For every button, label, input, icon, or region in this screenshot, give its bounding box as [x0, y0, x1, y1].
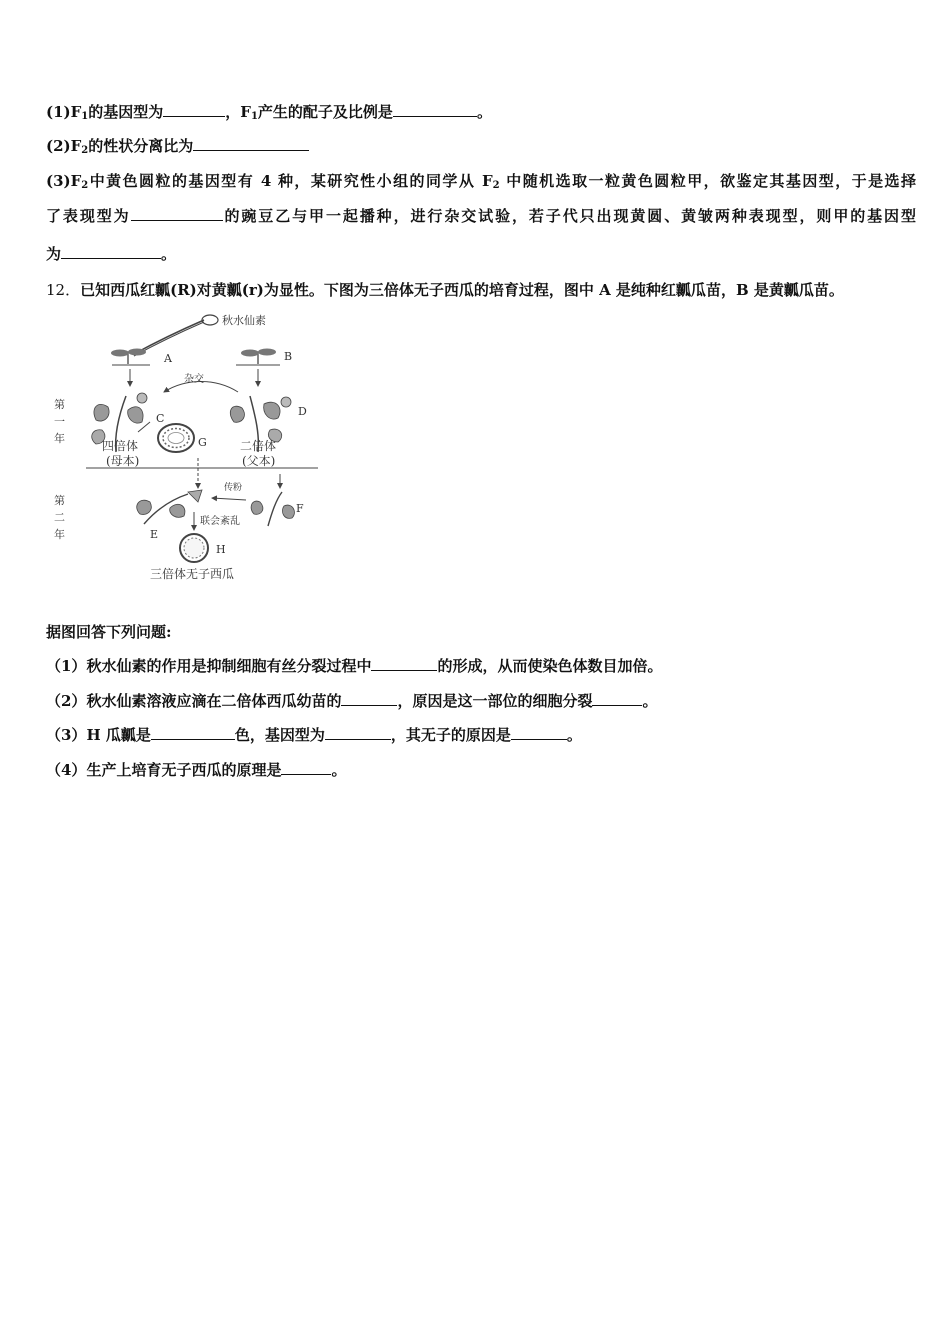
- watermelon-breeding-diagram: [46, 312, 336, 587]
- q12-sub1-text: 秋水仙素的作用是抑制细胞有丝分裂过程中: [86, 657, 372, 675]
- f2-symbol: F: [70, 137, 82, 155]
- sub-question-number: （2）: [46, 692, 87, 710]
- q11-part3-text: 中随机选取一粒黄色圆粒甲，欲鉴定其基因型，于是选择: [499, 172, 916, 190]
- watermelon-g-icon: [158, 424, 194, 452]
- sub-question-number: （1）: [46, 657, 87, 675]
- label-diploid: 二倍体: [240, 439, 277, 453]
- q11-part1-text: 的基因型为: [88, 103, 164, 121]
- q11-part2-prefix: (2): [46, 137, 71, 155]
- q11-part2-text: 的性状分离比为: [88, 137, 194, 155]
- watermelon-h-icon: [180, 534, 208, 562]
- q11-part3-text: 为: [46, 245, 62, 263]
- triploid-plant-e-icon: [137, 490, 202, 524]
- punctuation: 。: [331, 761, 347, 779]
- q11-part3-line1: [46, 171, 916, 191]
- answer-blank-h-genotype[interactable]: [325, 725, 391, 740]
- colchicine-dropper-icon: [134, 315, 218, 356]
- q11-part3-text: 的豌豆乙与甲一起播种，进行杂交试验，若子代只出现黄圆、黄皱两种表现型，则甲的基因型: [222, 207, 916, 225]
- label-h: H: [216, 543, 226, 556]
- punctuation: 。: [642, 692, 658, 710]
- f1-subscript: 1: [81, 111, 89, 122]
- label-tetraploid: 四倍体: [102, 439, 139, 453]
- label-year2-3: 年: [54, 528, 65, 541]
- q12-stem: [46, 280, 916, 300]
- f1-symbol: F: [240, 103, 251, 121]
- q12-sub1: [46, 656, 916, 676]
- label-b: B: [284, 350, 293, 363]
- f2-subscript: 2: [492, 180, 500, 191]
- q12-sub4-text: 生产上培育无子西瓜的原理是: [86, 761, 282, 779]
- label-year2-2: 二: [54, 511, 65, 524]
- q12-sub3-text: 色，基因型为: [234, 726, 325, 744]
- punctuation: ，: [225, 103, 241, 121]
- q11-part3-text: 中黄色圆粒的基因型有 4 种，某研究性小组的同学从: [88, 172, 482, 190]
- q12-sub2-text: 秋水仙素溶液应滴在二倍体西瓜幼苗的: [86, 692, 342, 710]
- answer-blank-color[interactable]: [151, 725, 235, 740]
- answer-blank-principle[interactable]: [281, 760, 331, 775]
- label-colchicine: 秋水仙素: [222, 314, 266, 327]
- q12-sub2: [46, 691, 916, 711]
- label-g: G: [198, 436, 207, 449]
- sub-question-number: （4）: [46, 761, 87, 779]
- label-triploid: 三倍体无子西瓜: [150, 567, 235, 581]
- label-year1-1: 第: [54, 398, 65, 411]
- pollination-arrow: [212, 498, 246, 500]
- f2-symbol: F: [70, 172, 82, 190]
- q11-part1: [46, 102, 916, 122]
- f1-symbol: F: [70, 103, 82, 121]
- answer-blank-phenotype[interactable]: [131, 206, 223, 221]
- answer-blank-f1-genotype[interactable]: [163, 102, 225, 117]
- sub-question-number: （3）: [46, 726, 87, 744]
- answer-blank-f1-gametes[interactable]: [393, 102, 477, 117]
- f2-subscript: 2: [81, 145, 89, 156]
- answer-blank-spindle[interactable]: [371, 656, 437, 671]
- label-f: F: [296, 502, 304, 515]
- answer-blank-site[interactable]: [341, 691, 397, 706]
- q11-part3-line2: [46, 206, 916, 226]
- q12-intro: 据图回答下列问题:: [46, 623, 172, 641]
- q11-part3-prefix: (3): [46, 172, 71, 190]
- label-year1-2: 一: [54, 415, 65, 428]
- q11-part3-line3: [46, 244, 916, 264]
- label-year1-3: 年: [54, 432, 65, 445]
- label-cross: 杂交: [184, 374, 204, 385]
- punctuation: 。: [566, 726, 582, 744]
- q11-part1-prefix: (1): [46, 103, 71, 121]
- question-number: 12．: [46, 281, 81, 299]
- q12-sub3-text: ，其无子的原因是: [390, 726, 511, 744]
- q12-sub1-text: 的形成，从而使染色体数目加倍。: [437, 657, 663, 675]
- diagram-svg: [46, 312, 336, 587]
- label-d: D: [298, 405, 307, 418]
- label-e: E: [150, 528, 159, 541]
- punctuation: 。: [161, 245, 177, 263]
- punctuation: 。: [476, 103, 492, 121]
- label-synapsis: 联会紊乱: [200, 516, 240, 527]
- q12-sub2-text: ，原因是这一部位的细胞分裂: [397, 692, 593, 710]
- answer-blank-genotype-jia[interactable]: [61, 244, 161, 259]
- q11-part3-text: 了表现型为: [46, 207, 131, 225]
- label-c: C: [156, 412, 165, 425]
- f2-symbol: F: [481, 172, 493, 190]
- label-pollination: 传粉: [224, 483, 243, 493]
- q12-sub3: [46, 725, 916, 745]
- q11-part1-text: 产生的配子及比例是: [257, 103, 393, 121]
- label-a: A: [164, 352, 172, 365]
- f1-subscript: 1: [250, 111, 258, 122]
- q12-stem-text: 已知西瓜红瓤(R)对黄瓤(r)为显性。下图为三倍体无子西瓜的培育过程，图中 A 是纯种红瓤瓜苗，B 是黄瓤瓜苗。: [80, 281, 844, 299]
- q11-part2: [46, 136, 916, 156]
- label-father: (父本): [242, 454, 276, 468]
- answer-blank-seedless-reason[interactable]: [511, 725, 567, 740]
- q12-sub4: [46, 760, 916, 780]
- seedling-a-icon: [111, 349, 150, 366]
- seedling-b-icon: [236, 349, 280, 366]
- answer-blank-division[interactable]: [592, 691, 642, 706]
- q12-sub3-text: H 瓜瓤是: [86, 726, 151, 744]
- label-year2-1: 第: [54, 494, 65, 507]
- label-mother: (母本): [106, 454, 140, 468]
- diploid-plant-f-icon: [251, 492, 294, 526]
- answer-blank-f2-ratio[interactable]: [193, 136, 309, 151]
- f2-subscript: 2: [81, 180, 89, 191]
